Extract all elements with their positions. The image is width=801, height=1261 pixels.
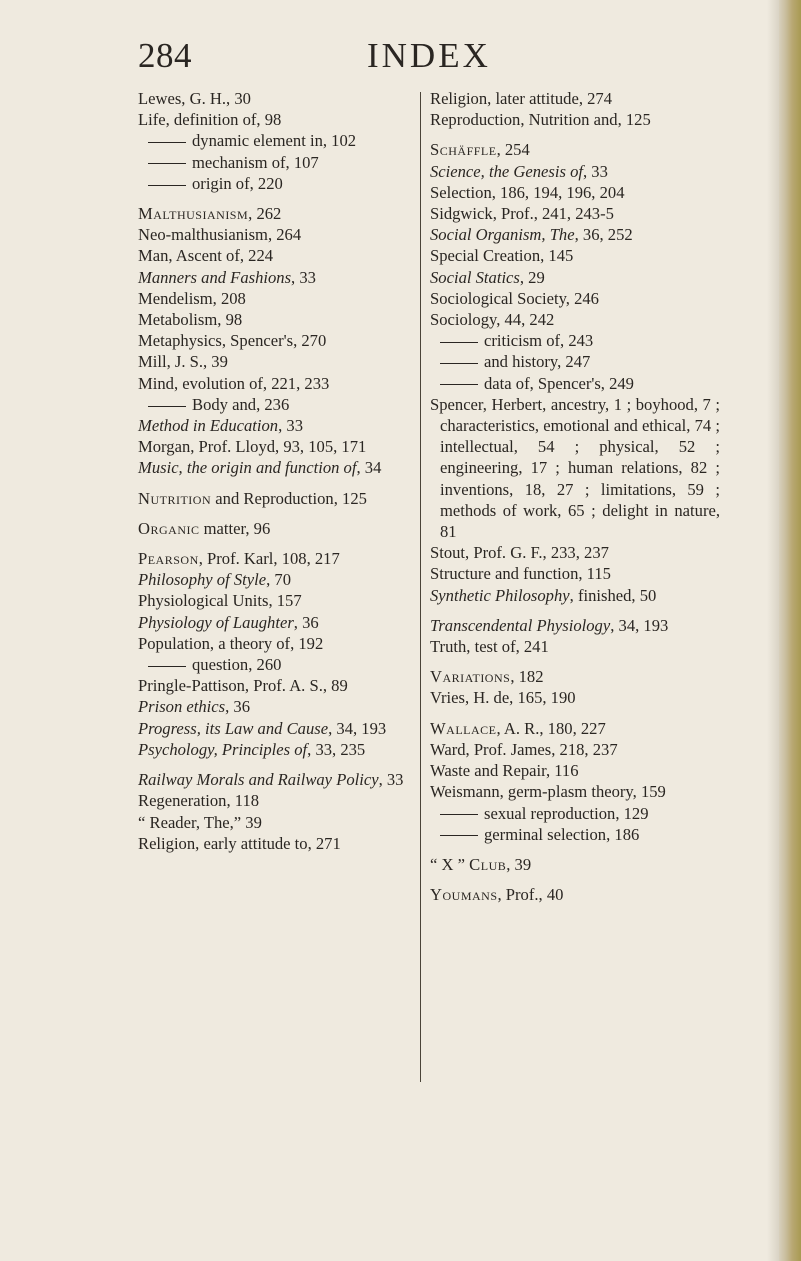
entry-text: , Prof., 40 <box>497 885 564 905</box>
index-subentry <box>138 173 410 194</box>
index-subentry <box>138 152 410 173</box>
entry-text: matter, 96 <box>199 518 271 538</box>
repeat-dash <box>148 142 186 143</box>
index-entry <box>430 739 720 760</box>
entry-text: Organic <box>138 518 200 538</box>
entry-text: “ Reader, The,” 39 <box>138 812 262 832</box>
entry-text: Waste and Repair, 116 <box>430 761 579 781</box>
entry-text: germinal selection, 186 <box>484 824 640 844</box>
index-entry <box>430 139 720 160</box>
entry-text: Mill, J. S., 39 <box>138 352 228 372</box>
index-entry <box>138 330 410 351</box>
entry-text: Youmans <box>430 885 498 905</box>
index-entry <box>138 224 410 245</box>
entry-text: , 33, 235 <box>307 739 366 759</box>
index-entry <box>138 812 410 833</box>
entry-text: Synthetic Philosophy <box>430 585 570 605</box>
entry-text: Nutrition <box>138 488 212 508</box>
page-header <box>0 36 801 86</box>
entry-text: , 29 <box>519 267 545 287</box>
entry-text: Pringle-Pattison, Prof. A. S., 89 <box>138 676 348 696</box>
entry-text: Body and, 236 <box>192 394 290 414</box>
entry-text: Schäffle <box>430 140 497 160</box>
entry-text: question, 260 <box>192 655 282 675</box>
index-entry <box>430 394 720 542</box>
index-entry <box>138 612 410 633</box>
index-subentry <box>430 803 720 824</box>
entry-text: Man, Ascent of, 224 <box>138 246 274 266</box>
entry-text: Transcendental Physiology <box>430 615 611 635</box>
index-entry <box>138 718 410 739</box>
index-entry <box>430 309 720 330</box>
entry-text: Pearson <box>138 549 199 569</box>
entry-text: , 33 <box>582 161 608 181</box>
index-entry <box>138 88 410 109</box>
repeat-dash <box>148 163 186 164</box>
index-subentry <box>430 330 720 351</box>
page-number: 284 <box>138 36 192 75</box>
index-entry <box>430 563 720 584</box>
entry-text: , 36 <box>293 612 319 632</box>
entry-text: Population, a theory of, 192 <box>138 633 324 653</box>
index-subentry <box>430 824 720 845</box>
index-entry <box>138 833 410 854</box>
index-column-right <box>430 88 720 905</box>
entry-text: Vries, H. de, 165, 190 <box>430 688 576 708</box>
entry-text: Social Statics <box>430 267 520 287</box>
entry-text: Religion, early attitude to, 271 <box>138 833 341 853</box>
repeat-dash <box>440 814 478 815</box>
entry-text: Philosophy of Style <box>138 570 267 590</box>
entry-text: sexual reproduction, 129 <box>484 803 649 823</box>
entry-text: Selection, 186, 194, 196, 204 <box>430 182 625 202</box>
entry-text: Wallace <box>430 718 497 738</box>
repeat-dash <box>440 384 478 385</box>
index-entry <box>138 518 410 539</box>
index-entry <box>430 161 720 182</box>
index-entry <box>138 790 410 811</box>
index-entry <box>138 288 410 309</box>
index-entry <box>430 760 720 781</box>
entry-text: Sidgwick, Prof., 241, 243-5 <box>430 204 614 224</box>
entry-text: Weismann, germ-plasm theory, 159 <box>430 782 666 802</box>
entry-text: , 33 <box>378 770 404 790</box>
entry-text: Sociological Society, 246 <box>430 288 599 308</box>
entry-text: origin of, 220 <box>192 173 283 193</box>
entry-text: Regeneration, 118 <box>138 791 260 811</box>
entry-text: , finished, 50 <box>569 585 657 605</box>
index-entry <box>430 182 720 203</box>
entry-text: dynamic element in, 102 <box>192 131 357 151</box>
page-edge-shadow <box>767 0 779 1261</box>
entry-text: , A. R., 180, 227 <box>496 718 606 738</box>
index-entry <box>430 636 720 657</box>
entry-text: Variations <box>430 667 511 687</box>
repeat-dash <box>148 185 186 186</box>
index-subentry <box>138 130 410 151</box>
entry-text: , 70 <box>266 570 292 590</box>
running-title: INDEX <box>367 36 491 75</box>
index-entry <box>138 267 410 288</box>
entry-text: , 33 <box>291 267 316 287</box>
entry-text: Religion, later attitude, 274 <box>430 89 613 108</box>
entry-text: Railway Morals and Railway Policy <box>138 770 379 790</box>
entry-text: , 182 <box>510 667 544 687</box>
index-entry <box>138 548 410 569</box>
index-entry <box>138 245 410 266</box>
entry-text: Psychology, Principles of <box>138 739 308 759</box>
entry-text: , 39 <box>506 854 532 874</box>
index-entry <box>430 854 720 875</box>
entry-text: mechanism of, 107 <box>192 152 319 172</box>
entry-text: , 34, 193 <box>610 615 669 635</box>
repeat-dash <box>440 835 478 836</box>
entry-text: , 36, 252 <box>574 225 633 245</box>
entry-text: Physiological Units, 157 <box>138 591 302 611</box>
entry-text: Social Organism, The <box>430 225 575 245</box>
entry-text: , 33 <box>278 416 303 436</box>
index-entry <box>138 590 410 611</box>
index-subentry <box>138 394 410 415</box>
index-entry <box>138 309 410 330</box>
entry-text: Metaphysics, Spencer's, 270 <box>138 331 327 351</box>
entry-text: and Reproduction, 125 <box>211 488 367 508</box>
entry-text: Metabolism, 98 <box>138 310 243 330</box>
index-entry <box>138 488 410 509</box>
index-entry <box>430 666 720 687</box>
entry-text: Method in Education <box>138 416 279 436</box>
index-entry <box>138 109 410 130</box>
entry-text: and history, 247 <box>484 352 591 372</box>
entry-text: Special Creation, 145 <box>430 246 574 266</box>
index-subentry <box>430 373 720 394</box>
index-entry <box>138 203 410 224</box>
index-entry <box>430 203 720 224</box>
index-entry <box>430 884 720 905</box>
entry-text: , 36 <box>225 697 250 717</box>
entry-text: Spencer, Herbert, ancestry, 1 ; boyhood, 7 ; characteristics, emotional and ethical, 74 ; intellectual, 54 ; physical, 52 ; engineering, 17 ; human relations, 82 ; inventions, 18, 27 ; limitations, 59 ; methods of work, 65 ; delight in nature, 81 <box>430 394 720 542</box>
index-entry <box>138 633 410 654</box>
entry-text: Lewes, G. H., 30 <box>138 89 251 108</box>
index-entry <box>430 542 720 563</box>
index-entry <box>430 585 720 606</box>
entry-text: Neo-malthusianism, 264 <box>138 225 302 245</box>
index-entry <box>430 245 720 266</box>
index-subentry <box>138 654 410 675</box>
entry-text: , 34 <box>356 458 382 478</box>
index-entry <box>430 109 720 130</box>
index-entry <box>138 769 410 790</box>
entry-text: Music, the origin and function of <box>138 458 357 478</box>
entry-text: Mind, evolution of, 221, 233 <box>138 373 330 393</box>
entry-text: Mendelism, 208 <box>138 288 246 308</box>
repeat-dash <box>148 666 186 667</box>
index-entry <box>430 718 720 739</box>
entry-text: Reproduction, Nutrition and, 125 <box>430 110 651 130</box>
index-entry <box>430 88 720 109</box>
index-entry <box>138 696 410 717</box>
repeat-dash <box>440 363 478 364</box>
entry-text: Manners and Fashions <box>138 267 292 287</box>
entry-text: Ward, Prof. James, 218, 237 <box>430 739 618 759</box>
entry-text: Morgan, Prof. Lloyd, 93, 105, 171 <box>138 437 367 457</box>
entry-text: Stout, Prof. G. F., 233, 237 <box>430 543 609 563</box>
entry-text: Life, definition of, 98 <box>138 110 282 130</box>
entry-text: Structure and function, 115 <box>430 564 611 584</box>
entry-text: Truth, test of, 241 <box>430 637 549 657</box>
index-entry <box>430 781 720 802</box>
entry-text: , 262 <box>248 204 282 224</box>
entry-text: data of, Spencer's, 249 <box>484 373 634 393</box>
entry-text: Sociology, 44, 242 <box>430 310 555 330</box>
entry-text: Prison ethics <box>138 697 226 717</box>
entry-text: criticism of, 243 <box>484 331 594 351</box>
repeat-dash <box>148 406 186 407</box>
entry-text: , 254 <box>496 140 530 160</box>
entry-text: , Prof. Karl, 108, 217 <box>198 549 340 569</box>
index-entry <box>138 415 410 436</box>
index-subentry <box>430 351 720 372</box>
entry-text: Club <box>469 854 507 874</box>
column-divider <box>420 92 421 1082</box>
entry-text: “ X ” <box>430 854 470 874</box>
entry-text: Science, the Genesis of <box>430 161 583 181</box>
index-entry <box>138 739 410 760</box>
index-column-left <box>138 88 410 854</box>
entry-text: Malthusianism <box>138 204 249 224</box>
page-edge <box>779 0 801 1261</box>
index-entry <box>430 224 720 245</box>
repeat-dash <box>440 342 478 343</box>
index-entry <box>138 373 410 394</box>
index-entry <box>430 288 720 309</box>
entry-text: Physiology of Laughter <box>138 612 294 632</box>
index-entry <box>138 351 410 372</box>
index-entry <box>138 569 410 590</box>
index-entry <box>138 675 410 696</box>
index-entry <box>430 687 720 708</box>
index-entry <box>430 615 720 636</box>
entry-text: Progress, its Law and Cause <box>138 718 329 738</box>
index-entry <box>138 457 410 478</box>
index-entry <box>430 267 720 288</box>
entry-text: , 34, 193 <box>328 718 387 738</box>
index-entry <box>138 436 410 457</box>
